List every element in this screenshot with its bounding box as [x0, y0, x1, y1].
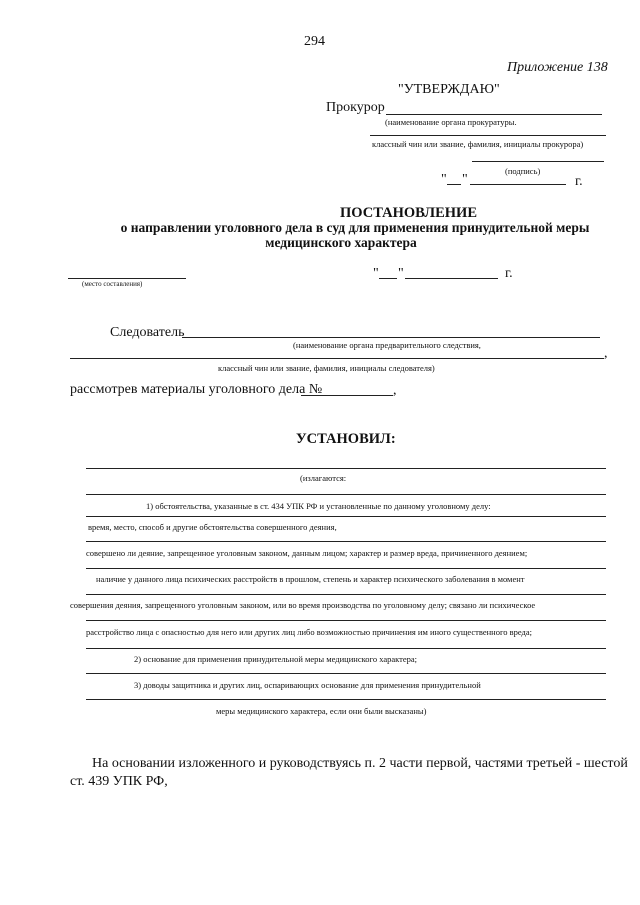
- case-review-label: рассмотрев материалы уголовного дела №: [70, 382, 323, 397]
- investigator-comma: ,: [604, 346, 608, 361]
- established-heading: УСТАНОВИЛ:: [296, 431, 396, 447]
- prosecutor-label: Прокурор: [326, 100, 385, 115]
- doc-date-month-field[interactable]: [405, 278, 498, 279]
- established-item2: 2) основание для применения принудительной меры медицинского характера;: [134, 654, 418, 664]
- page-number: 294: [304, 34, 325, 49]
- prosecutor-org-hint: (наименование органа прокуратуры.: [385, 117, 517, 127]
- established-item1-d: совершения деяния, запрещенного уголовным законом, или во время производства по уголовному делу; связано ли психическое: [70, 600, 536, 610]
- doc-date-year: г.: [505, 266, 513, 281]
- doc-date-quote-close: ": [398, 266, 404, 281]
- established-item1-e: расстройство лица с опасностью для него или других лиц либо возможностью причинения им иного существенного вреда;: [86, 627, 532, 637]
- approval-date-year: г.: [575, 174, 583, 189]
- investigator-label: Следователь: [110, 325, 185, 340]
- doc-date-quote-open: ": [373, 266, 379, 281]
- doc-date-day-field[interactable]: [379, 278, 397, 279]
- established-item1-c: наличие у данного лица психических расстройств в прошлом, степень и характер психического заболевания в момент: [96, 574, 525, 584]
- approval-date-quote-open: ": [441, 172, 447, 187]
- established-stated-hint: (излагаются:: [300, 473, 347, 483]
- case-number-field[interactable]: [301, 395, 393, 396]
- established-field-5[interactable]: [86, 568, 606, 569]
- established-field-7[interactable]: [86, 620, 606, 621]
- established-field-6[interactable]: [86, 594, 606, 595]
- established-field-2[interactable]: [86, 494, 606, 495]
- established-item3: 3) доводы защитника и других лиц, оспаривающих основание для применения принудительной: [134, 680, 481, 690]
- investigator-org-field[interactable]: [182, 337, 600, 338]
- established-field-9[interactable]: [86, 673, 606, 674]
- established-field-10[interactable]: [86, 699, 606, 700]
- conclusion-line2: ст. 439 УПК РФ,: [70, 774, 168, 789]
- established-field-1[interactable]: [86, 468, 606, 469]
- conclusion-line1: На основании изложенного и руководствуясь п. 2 части первой, частями третьей - шестой: [92, 756, 628, 771]
- investigator-name-field[interactable]: [70, 358, 604, 359]
- prosecutor-name-field[interactable]: [370, 135, 606, 136]
- place-hint: (место составления): [82, 280, 143, 288]
- approval-date-month-field[interactable]: [470, 184, 566, 185]
- established-item1: 1) обстоятельства, указанные в ст. 434 УПК РФ и установленные по данному уголовному делу:: [146, 501, 491, 511]
- established-item3-cont: меры медицинского характера, если они были высказаны): [216, 706, 427, 716]
- signature-field[interactable]: [472, 161, 604, 162]
- established-field-8[interactable]: [86, 648, 606, 649]
- established-item1-b: совершено ли деяние, запрещенное уголовным законом, данным лицом; характер и размер вреда, причиненного деянием;: [86, 548, 528, 558]
- approval-date-quote-close: ": [462, 172, 468, 187]
- signature-hint: (подпись): [505, 166, 541, 176]
- prosecutor-rank-hint: классный чин или звание, фамилия, инициалы прокурора): [372, 139, 584, 149]
- established-field-4[interactable]: [86, 541, 606, 542]
- document-title: ПОСТАНОВЛЕНИЕ: [340, 205, 478, 221]
- document-subtitle-line1: о направлении уголовного дела в суд для применения принудительной меры: [120, 220, 590, 235]
- established-field-3[interactable]: [86, 516, 606, 517]
- approval-title: "УТВЕРЖДАЮ": [398, 82, 500, 97]
- prosecutor-org-field[interactable]: [386, 114, 602, 115]
- appendix-label: Приложение 138: [507, 60, 608, 75]
- investigator-org-hint: (наименование органа предварительного следствия,: [293, 340, 481, 350]
- document-subtitle-line2: медицинского характера: [265, 235, 417, 250]
- case-number-comma: ,: [393, 383, 397, 398]
- place-field[interactable]: [68, 278, 186, 279]
- investigator-rank-hint: классный чин или звание, фамилия, инициалы следователя): [218, 363, 435, 373]
- established-item1-a: время, место, способ и другие обстоятельства совершенного деяния,: [88, 522, 337, 532]
- approval-date-day-field[interactable]: [447, 184, 461, 185]
